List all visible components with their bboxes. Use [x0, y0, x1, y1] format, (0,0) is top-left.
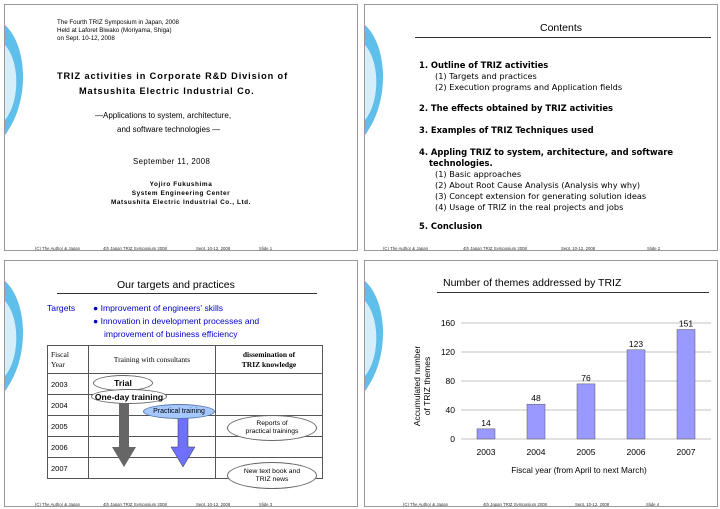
blue-arrow — [171, 417, 195, 467]
footer-slide-number: Slide 3 — [259, 502, 273, 507]
symposium-header — [57, 19, 179, 43]
slide-4 — [364, 260, 718, 507]
bar-value-label: 76 — [581, 372, 591, 383]
presentation-title-line2: Matsushita Electric Industrial Co. — [79, 86, 255, 96]
slide-1 — [4, 4, 358, 251]
footer-copyright: (C) The Author & Japan — [35, 502, 81, 507]
gray-arrow — [112, 403, 136, 467]
header-dissemination: dissemination of TRIZ knowledge — [216, 346, 323, 374]
footer-event: 4th Japan TRIZ Symposium 2008 — [483, 502, 547, 507]
footer-dates: Sept. 10-12, 2008 — [575, 502, 610, 507]
contents-item: (4) Usage of TRIZ in the real projects and jobs — [435, 202, 624, 212]
footer-copyright: (C) The Author & Japan — [383, 246, 429, 251]
y-tick-label: 160 — [440, 318, 455, 328]
x-axis-label: Fiscal year (from April to next March) — [511, 465, 647, 475]
y-tick-label: 40 — [445, 405, 455, 415]
year-cell: 2004 — [48, 395, 89, 416]
contents-item: 2. The effects obtained by TRIZ activities — [419, 103, 614, 113]
presentation-title-line1: TRIZ activities in Corporate R&D Division of — [57, 71, 289, 81]
contents-item: (2) Execution programs and Application fields — [435, 82, 623, 92]
target-bullet-text: Improvement of engineers' skills — [100, 303, 224, 313]
footer-dates: Sept. 10-12, 2008 — [561, 246, 596, 251]
bar — [677, 330, 695, 439]
slide-3 — [4, 260, 358, 507]
header-training: Training with consultants — [89, 346, 216, 374]
y-tick-label: 0 — [450, 434, 455, 444]
footer-dates: Sept. 10-12, 2008 — [196, 502, 231, 507]
subtitle-line1: ―Applications to system, architecture, — [95, 111, 232, 120]
bar — [477, 429, 495, 439]
footer-event: 4th Japan TRIZ Symposium 2008 — [103, 246, 167, 251]
y-axis-label-line2: of TRIZ themes — [422, 356, 432, 416]
header-line: The Fourth TRIZ Symposium in Japan, 2008 — [57, 19, 179, 26]
x-tick-label: 2004 — [526, 447, 546, 457]
x-tick-label: 2007 — [676, 447, 696, 457]
practical-training-oval: Practical training — [143, 404, 215, 419]
target-bullet: ● Innovation in development processes and — [93, 316, 260, 326]
targets-label: Targets — [47, 303, 76, 313]
header-line: on Sept. 10-12, 2008 — [57, 35, 115, 42]
footer-slide-number: Slide 2 — [647, 246, 661, 251]
bar-chart — [365, 261, 717, 506]
target-bullet: ● Improvement of engineers' skills — [93, 303, 224, 313]
year-cell: 2003 — [48, 374, 89, 395]
y-tick-label: 80 — [445, 376, 455, 386]
reports-oval: Reports of practical trainings — [227, 415, 317, 441]
bar-value-label: 151 — [678, 318, 694, 329]
one-day-training-oval: One-day training — [91, 389, 167, 404]
x-tick-label: 2003 — [476, 447, 496, 457]
bar-value-label: 123 — [628, 338, 644, 349]
footer-slide-number: Slide 1 — [259, 246, 273, 251]
target-bullet-text: Innovation in development processes and — [100, 316, 260, 326]
author-org-line1: System Engineering Center — [131, 190, 231, 197]
contents-item: 3. Examples of TRIZ Techniques used — [419, 125, 594, 135]
title-underline — [415, 37, 711, 38]
y-tick-label: 120 — [440, 347, 455, 357]
slide-decoration — [365, 5, 405, 250]
contents-item: (1) Targets and practices — [435, 71, 537, 81]
contents-item: 4. Appling TRIZ to system, architecture, and software — [419, 147, 674, 157]
bar — [577, 384, 595, 439]
bar-value-label: 48 — [531, 393, 541, 404]
x-tick-label: 2005 — [576, 447, 596, 457]
x-tick-label: 2006 — [626, 447, 646, 457]
chart-title: Number of themes addressed by TRIZ — [443, 277, 622, 289]
year-cell: 2007 — [48, 458, 89, 479]
contents-item: (3) Concept extension for generating solution ideas — [435, 191, 647, 201]
presentation-date: September 11, 2008 — [133, 157, 211, 166]
footer-slide-number: Slide 4 — [646, 502, 660, 507]
bar — [527, 404, 545, 439]
contents-item: technologies. — [429, 158, 493, 168]
footer-copyright: (C) The Author & Japan — [35, 246, 81, 251]
contents-item: 5. Conclusion — [419, 221, 483, 231]
subtitle-line2: and software technologies ― — [117, 125, 221, 134]
header-line: Held at Laforet Biwako (Moriyama, Shiga) — [57, 27, 172, 34]
year-cell: 2006 — [48, 437, 89, 458]
footer-copyright: (C) The Author & Japan — [403, 502, 449, 507]
bar — [627, 350, 645, 439]
y-axis-label-line1: Accumulated number — [412, 345, 422, 427]
slide-2 — [364, 4, 718, 251]
author-name: Yojiro Fukushima — [149, 181, 213, 188]
new-text-oval: New text book and TRIZ news — [227, 462, 317, 489]
slide-decoration — [5, 5, 45, 250]
target-bullet-continued: improvement of business efficiency — [104, 329, 238, 339]
slide-title: Contents — [539, 22, 583, 34]
year-cell: 2005 — [48, 416, 89, 437]
footer-event: 4th Japan TRIZ Symposium 2008 — [103, 502, 167, 507]
author-org-line2: Matsushita Electric Industrial Co., Ltd. — [110, 199, 252, 206]
footer-event: 4th Japan TRIZ Symposium 2008 — [463, 246, 527, 251]
contents-item: (2) About Root Cause Analysis (Analysis why why) — [435, 180, 641, 190]
contents-item: 1. Outline of TRIZ activities — [419, 60, 549, 70]
trial-oval: Trial — [93, 375, 153, 391]
bar-value-label: 14 — [481, 417, 491, 428]
contents-item: (1) Basic approaches — [435, 169, 522, 179]
slide-title: Our targets and practices — [117, 279, 235, 291]
header-fiscal-year: Fiscal Year — [48, 346, 89, 374]
footer-dates: Sept. 10-12, 2008 — [196, 246, 231, 251]
